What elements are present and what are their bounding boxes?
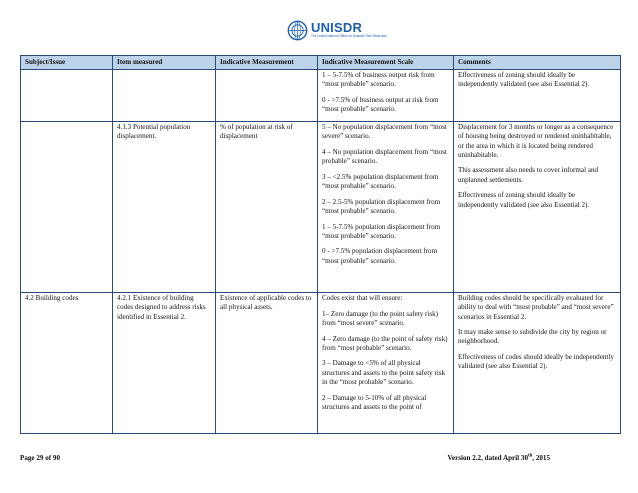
un-emblem-icon — [287, 20, 308, 41]
cell-item: 4.2.1 Existence of building codes designed to address risks identified in Essential 2. — [113, 293, 216, 434]
comment-paragraph: This assessment also needs to cover informal and unplanned settlements. — [458, 166, 599, 184]
scale-paragraph: 1 – 5-7.5% population displacement from “most probable” scenario. — [322, 222, 441, 240]
version-superscript: th — [528, 453, 533, 459]
scale-paragraph: 3 – Damage to <5% of all physical structures and assets to the point safety risk in the “most probable” scenario. — [322, 359, 446, 386]
scale-paragraph: 0 - >7.5% population displacement from “most probable” scenario. — [322, 247, 438, 265]
cell-comments — [454, 70, 621, 122]
cell-measurement: % of population at risk of displacement — [216, 122, 318, 293]
comment-paragraph: Building codes should be specifically evaluated for ability to deal with “most probable” and “most severe” scenarios in Essential 2. — [458, 294, 614, 321]
scale-paragraph: 5 – No population displacement from “most severe” scenario. — [322, 123, 447, 141]
unisdr-logo — [287, 17, 387, 43]
column-header-subject: Subject/Issue — [21, 56, 113, 70]
comment-paragraph: Effectiveness of codes should ideally be independently validated (see also Essential 2). — [458, 353, 614, 371]
cell-comments — [454, 122, 621, 293]
cell-scale — [318, 293, 454, 434]
version-suffix: , 2015 — [532, 454, 550, 462]
scale-paragraph: 0 - >7.5% of business output at risk from “most probable” scenario. — [322, 96, 439, 114]
column-header-scale: Indicative Measurement Scale — [318, 56, 454, 70]
version-info — [447, 454, 550, 462]
logo-tagline: The United Nations Office for Disaster Risk Reduction — [311, 34, 387, 39]
cell-scale — [318, 122, 454, 293]
cell-comments — [454, 293, 621, 434]
scale-paragraph: 1– Zero damage (to the point safety risk) from “most severe” scenario. — [322, 309, 439, 328]
comment-paragraph: Displacement for 3 months or longer as a consequence of housing being destroyed or rendered uninhabitable, or the area in which it is located being rendered uninhabitable. — [458, 123, 614, 159]
cell-measurement: Existence of applicable codes to all physical assets. — [216, 293, 318, 434]
scale-paragraph: 4 – No population displacement from “most probable” scenario. — [322, 148, 447, 166]
cell-scale — [318, 70, 454, 122]
column-header-measurement: Indicative Measurement — [216, 56, 318, 70]
table-row — [21, 122, 621, 293]
comment-paragraph: It may make sense to subdivide the city by region or neighborhood. — [458, 328, 607, 346]
scale-paragraph: 4 – Zero damage (to the point of safety risk) from “most probable” scenario. — [322, 334, 448, 352]
cell-subject: 4.2 Building codes — [21, 293, 113, 434]
logo-brand-text: UNISDR — [311, 20, 363, 36]
cell-item: 4.1.3 Potential population displacement. — [113, 122, 216, 293]
version-prefix: Version 2.2, dated April 30 — [447, 454, 528, 462]
cell-item — [113, 70, 216, 122]
scale-paragraph: 2 – Damage to 5-10% of all physical structures and assets to the point of — [322, 393, 427, 411]
cell-measurement — [216, 70, 318, 122]
table-row — [21, 293, 621, 434]
column-header-item: Item measured — [113, 56, 216, 70]
scale-paragraph: 3 – <2.5% population displacement from “most probable” scenario. — [322, 172, 439, 191]
scale-paragraph: 2 – 2.5-5% population displacement from “most probable” scenario. — [322, 197, 441, 215]
cell-subject — [21, 122, 113, 293]
column-header-comments: Comments — [454, 56, 621, 70]
page-number: Page 29 of 90 — [20, 454, 60, 462]
comment-paragraph: Effectiveness of zoning should ideally be independently validated (see also Essential 2). — [458, 191, 590, 209]
cell-subject — [21, 70, 113, 122]
comment-paragraph: Effectiveness of zoning should ideally be independently validated (see also Essential 2). — [458, 71, 590, 89]
table-header-row — [21, 56, 621, 70]
scale-paragraph: 1 – 5-7.5% of business output risk from “most probable” scenario. — [322, 71, 435, 89]
measurement-table — [20, 55, 621, 434]
table-row — [21, 70, 621, 122]
scale-paragraph: Codes exist that will ensure: — [322, 294, 403, 303]
